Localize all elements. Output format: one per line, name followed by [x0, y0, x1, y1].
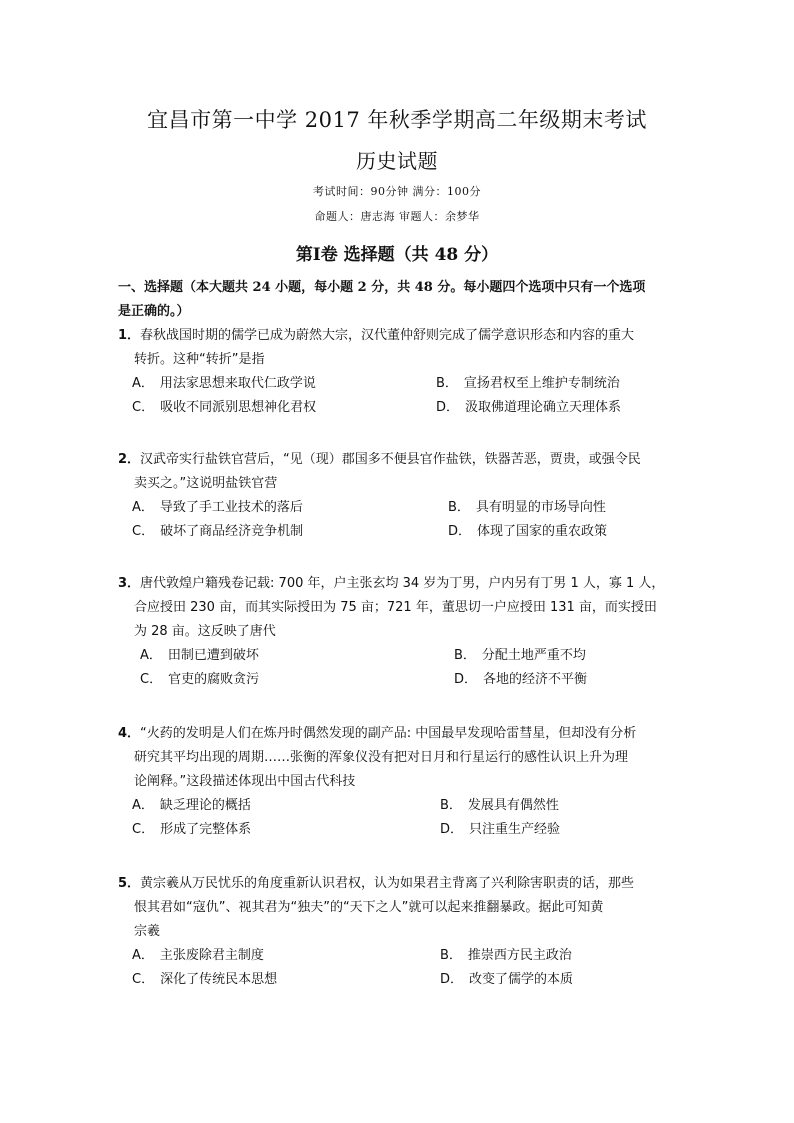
- question-stem: [118, 872, 688, 944]
- instructions-line-2: 是正确的。）: [118, 304, 190, 319]
- question-number: 2．: [118, 452, 141, 467]
- option-a: A． 缺乏理论的概括: [132, 798, 251, 813]
- option-c: C． 形成了完整体系: [132, 822, 252, 837]
- option-d: D． 只注重生产经验: [440, 822, 561, 837]
- option-c: C． 官吏的腐败贪污: [140, 672, 260, 687]
- stem-line-2: 卖买之。”这说明盐铁官营: [134, 476, 278, 491]
- question-3: [118, 572, 688, 692]
- option-a: A． 田制已遭到破坏: [140, 648, 259, 663]
- question-1: [118, 324, 688, 420]
- question-5: [118, 872, 688, 992]
- question-2: [118, 448, 688, 544]
- stem-line-3: 论阐释。”这段描述体现出中国古代科技: [134, 774, 356, 789]
- option-b: B． 具有明显的市场导向性: [448, 500, 606, 515]
- option-d: D． 改变了儒学的本质: [440, 972, 574, 987]
- options: [118, 496, 688, 544]
- stem-line-2: 研究其平均出现的周期……张衡的浑象仪没有把对日月和行星运行的感性认识上升为理: [134, 750, 629, 765]
- option-a: A． 主张废除君主制度: [132, 948, 264, 963]
- option-a: A． 导致了手工业技术的落后: [132, 500, 303, 515]
- stem-line-3: 宗羲: [134, 924, 161, 939]
- option-c: C． 吸收不同派别思想神化君权: [132, 400, 317, 415]
- options: [118, 944, 688, 992]
- stem-line-1: 汉武帝实行盐铁官营后，“见（现）郡国多不便县官作盐铁，铁器苦恶，贾贵，或强令民: [140, 452, 641, 467]
- stem-line-1: 春秋战国时期的儒学已成为蔚然大宗，汉代董仲舒则完成了儒学意识形态和内容的重大: [140, 328, 635, 343]
- stem-line-1: 唐代敦煌户籍残卷记载: 700 年，户主张玄均 34 岁为丁男，户内另有丁男 1 人，寡 1 人，: [140, 576, 665, 591]
- stem-line-1: “火药的发明是人们在炼丹时偶然发现的副产品: 中国最早发现哈雷彗星，但却没有分析: [140, 726, 637, 741]
- option-c: C． 深化了传统民本思想: [132, 972, 278, 987]
- option-b: B． 推崇西方民主政治: [440, 948, 572, 963]
- section-instructions: [118, 276, 688, 324]
- question-number: 4．: [118, 726, 141, 741]
- question-stem: [118, 722, 688, 794]
- question-4: [118, 722, 688, 842]
- exam-info: 考试时间：90分钟 满分：100分: [313, 185, 481, 198]
- instructions-line-1: 一、选择题（本大题共 24 小题，每小题 2 分，共 48 分。每小题四个选项中只有一个选项: [118, 280, 646, 295]
- question-number: 5．: [118, 876, 141, 891]
- question-number: 1．: [118, 328, 141, 343]
- options: [118, 644, 688, 692]
- option-d: D． 体现了国家的重农政策: [448, 524, 608, 539]
- option-b: B． 发展具有偶然性: [440, 798, 559, 813]
- section-title: 第Ⅰ卷 选择题（共 48 分）: [295, 245, 499, 265]
- question-number: 3．: [118, 576, 141, 591]
- stem-line-2: 转折。这种“转折”是指: [134, 352, 265, 367]
- option-b: B． 分配土地严重不均: [454, 648, 586, 663]
- option-c: C． 破坏了商品经济竞争机制: [132, 524, 304, 539]
- question-stem: [118, 324, 688, 372]
- question-stem: [118, 448, 688, 496]
- stem-line-2: 恨其君如“寇仇”、视其君为“独夫”的“天下之人”就可以起来推翻暴政。据此可知黄: [134, 900, 604, 915]
- option-b: B． 宣扬君权至上维护专制统治: [436, 376, 620, 391]
- options: [118, 794, 688, 842]
- option-a: A． 用法家思想来取代仁政学说: [132, 376, 316, 391]
- authors-line: 命题人：唐志海 审题人：余梦华: [314, 210, 480, 223]
- option-d: D． 各地的经济不平衡: [454, 672, 588, 687]
- option-d: D． 汲取佛道理论确立天理体系: [436, 400, 622, 415]
- subject-title: 历史试题: [356, 149, 438, 173]
- stem-line-1: 黄宗羲从万民忧乐的角度重新认识君权，认为如果君主背离了兴利除害职责的话，那些: [140, 876, 635, 891]
- question-stem: [118, 572, 688, 644]
- options: [118, 372, 688, 420]
- exam-title: 宜昌市第一中学 2017 年秋季学期高二年级期末考试: [147, 108, 647, 132]
- stem-line-2: 合应授田 230 亩，而其实际授田为 75 亩；721 年，董思切一户应授田 131 亩，而实授田: [134, 600, 657, 615]
- stem-line-3: 为 28 亩。这反映了唐代: [134, 624, 276, 639]
